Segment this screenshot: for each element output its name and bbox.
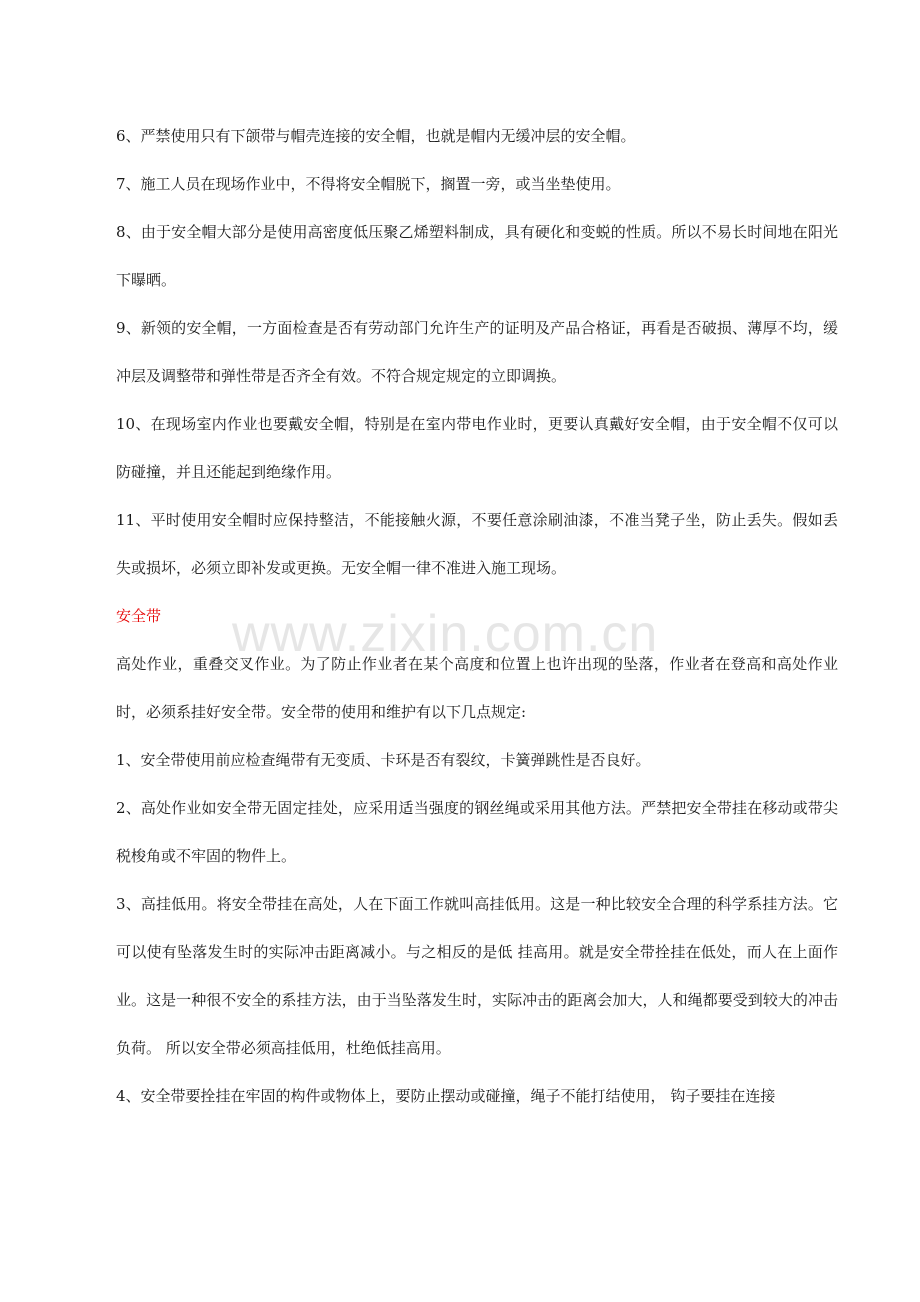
belt-rule-1: 1、安全带使用前应检查绳带有无变质、卡环是否有裂纹，卡簧弹跳性是否良好。 xyxy=(116,751,651,769)
belt-rule-4: 4、安全带要拴挂在牢固的构件或物体上，要防止摆动或碰撞，绳子不能打结使用， 钩子要挂在连接 xyxy=(116,1087,776,1105)
belt-rule-2: 2、高处作业如安全带无固定挂处，应采用适当强度的钢丝绳或采用其他方法。严禁把安全带挂在移动或带尖税梭角或不牢固的物件上。 xyxy=(116,799,838,865)
paragraph-item-11: 11、平时使用安全帽时应保持整洁，不能接触火源，不要任意涂刷油漆，不准当凳子坐，防止丢失。假如丢失或损坏，必须立即补发或更换。无安全帽一律不准进入施工现场。 xyxy=(116,511,838,577)
paragraph-item-7: 7、施工人员在现场作业中，不得将安全帽脱下，搁置一旁，或当坐垫使用。 xyxy=(116,175,621,193)
paragraph-item-10: 10、在现场室内作业也要戴安全帽，特别是在室内带电作业时，更要认真戴好安全帽，由于安全帽不仅可以防碰撞，并且还能起到绝缘作用。 xyxy=(116,415,838,481)
intro-paragraph: 高处作业，重叠交叉作业。为了防止作业者在某个高度和位置上也许出现的坠落，作业者在登高和高处作业时，必须系挂好安全带。安全带的使用和维护有以下几点规定: xyxy=(116,655,838,721)
paragraph-item-8: 8、由于安全帽大部分是使用高密度低压聚乙烯塑料制成，具有硬化和变蜕的性质。所以不易长时间地在阳光下曝晒。 xyxy=(116,223,838,289)
belt-rule-3: 3、高挂低用。将安全带挂在高处，人在下面工作就叫高挂低用。这是一种比较安全合理的科学系挂方法。它可以使有坠落发生时的实际冲击距离减小。与之相反的是低 挂高用。就是安全带拴挂在低处，而人在上面作业。这是一种很不安全的系挂方法，由于当坠落发生时，实际冲击的距离会加大，人和绳都要受到较大的冲击负荷。 所以安全带必须高挂低用，杜绝低挂高用。 xyxy=(116,895,838,1057)
watermark: www.zixin.com.cn xyxy=(232,605,659,663)
section-heading: 安全带 xyxy=(116,607,162,625)
paragraph-item-6: 6、严禁使用只有下颌带与帽壳连接的安全帽，也就是帽内无缓冲层的安全帽。 xyxy=(116,127,636,145)
document-body xyxy=(116,112,838,1120)
paragraph-item-9: 9、新领的安全帽，一方面检查是否有劳动部门允许生产的证明及产品合格证，再看是否破损、薄厚不均，缓冲层及调整带和弹性带是否齐全有效。不符合规定规定的立即调换。 xyxy=(116,319,838,385)
